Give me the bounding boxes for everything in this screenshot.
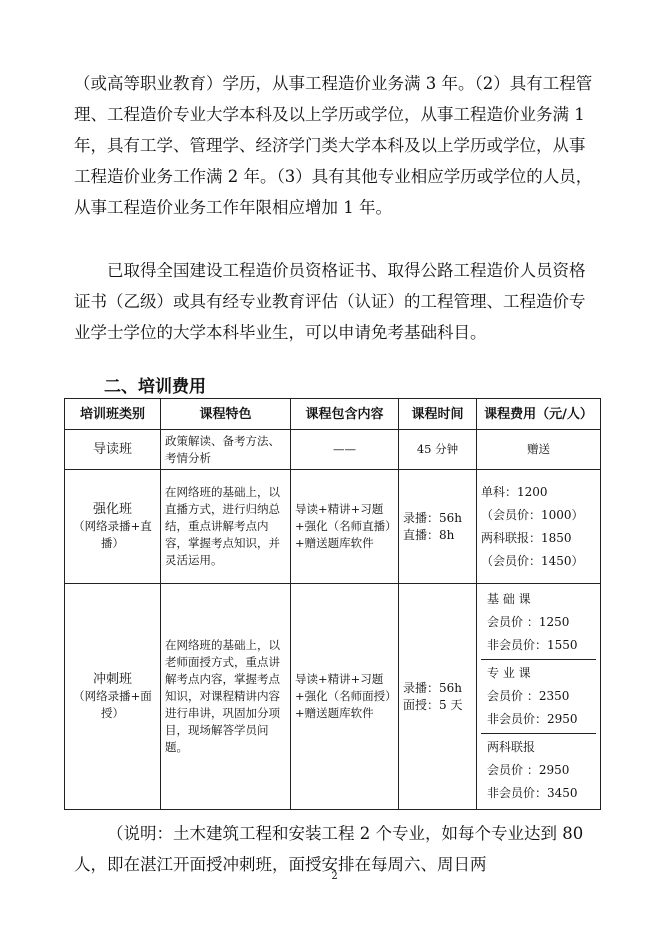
fee-nonmember-price: 非会员价：1550 xyxy=(487,638,578,652)
table-row-intensive-class xyxy=(65,470,601,584)
fee-combined-member: （会员价：1450） xyxy=(481,553,584,568)
header-course-content: 课程包含内容 xyxy=(291,399,399,430)
header-course-fee: 课程费用（元/人） xyxy=(477,399,601,430)
cell-course-feature: 在网络班的基础上，以直播方式，进行归纳总结，重点讲解考点内容，掌握考点知识，并灵活运用。 xyxy=(161,470,291,584)
fee-combined: 两科联报：1850 xyxy=(481,530,572,545)
paragraph-note: （说明：土木建筑工程和安装工程 2 个专业，如每个专业达到 80 人，即在湛江开面授冲刺班，面授安排在每周六、周日两 xyxy=(74,824,584,874)
fee-block-title: 专 业 课 xyxy=(487,666,531,680)
header-course-feature: 课程特色 xyxy=(161,399,291,430)
cell-course-time xyxy=(399,470,477,584)
table-row-intro-class xyxy=(65,430,601,470)
time-live: 直播：8h xyxy=(403,527,455,542)
paragraph-exemption: 已取得全国建设工程造价员资格证书、取得公路工程造价人员资格证书（乙级）或具有经专业教育评估（认证）的工程管理、工程造价专业学士学位的大学本科毕业生，可以申请免考基础科目。 xyxy=(74,261,586,342)
cell-course-time: 45 分钟 xyxy=(399,430,477,470)
header-class-type: 培训班类别 xyxy=(65,399,161,430)
cell-course-fee: 赠送 xyxy=(477,430,601,470)
paragraph-qualification: （或高等职业教育）学历，从事工程造价业务满 3 年。（2）具有工程管理、工程造价专业大学本科及以上学历或学位，从事工程造价业务满 1 年，具有工学、管理学、经济学门类大学本科及以上学历或学位，从事工程造价业务工作满 2 年。（3）具有其他专业相应学历或学位的人员，从事工程造价业务工作年限相应增加 1 年。 xyxy=(74,74,593,217)
fee-block-basic xyxy=(481,586,596,659)
fee-single: 单科：1200 xyxy=(481,484,548,499)
fee-block-combined xyxy=(481,733,596,807)
cell-course-fee xyxy=(477,584,601,810)
page-number: 2 xyxy=(331,871,338,882)
cell-course-time xyxy=(399,584,477,810)
cell-class-type xyxy=(65,470,161,584)
fee-member-price: 会员价 ：2950 xyxy=(487,763,570,777)
cell-course-fee xyxy=(477,470,601,584)
fee-block-professional xyxy=(481,659,596,733)
fee-member-price: 会员价 ：1250 xyxy=(487,615,570,629)
fee-nonmember-price: 非会员价：3450 xyxy=(487,786,578,800)
fee-single-member: （会员价：1000） xyxy=(481,507,584,522)
cell-course-content: 导读+精讲+习题+强化（名师面授）+赠送题库软件 xyxy=(291,584,399,810)
cell-course-content: —— xyxy=(291,430,399,470)
training-fee-table xyxy=(64,398,601,810)
class-type-name: 强化班 xyxy=(92,502,132,517)
table-row-sprint-class xyxy=(65,584,601,810)
fee-block-title: 两科联报 xyxy=(487,740,536,754)
cell-course-content: 导读+精讲+习题+强化（名师直播）+赠送题库软件 xyxy=(291,470,399,584)
section-title-training-fees: 二、培训费用 xyxy=(104,377,206,397)
fee-block-title: 基 础 课 xyxy=(487,592,531,606)
class-type-name: 导读班 xyxy=(92,442,132,457)
cell-course-feature: 政策解读、备考方法、考情分析 xyxy=(161,430,291,470)
cell-class-type xyxy=(65,584,161,810)
class-type-mode: （网络录播+直播） xyxy=(73,519,152,550)
time-recorded: 录播：56h xyxy=(403,680,462,695)
fee-nonmember-price: 非会员价：2950 xyxy=(487,712,578,726)
time-in-person: 面授：5 天 xyxy=(403,697,463,712)
class-type-mode: （网络录播+面授） xyxy=(73,689,152,720)
time-recorded: 录播：56h xyxy=(403,510,462,525)
header-course-time: 课程时间 xyxy=(399,399,477,430)
cell-course-feature: 在网络班的基础上，以老师面授方式，重点讲解考点内容，掌握考点知识，对课程精讲内容进行串讲，巩固加分项目，现场解答学员问题。 xyxy=(161,584,291,810)
table-header-row xyxy=(65,399,601,430)
cell-class-type xyxy=(65,430,161,470)
class-type-name: 冲刺班 xyxy=(92,672,132,687)
fee-member-price: 会员价 ：2350 xyxy=(487,689,570,703)
